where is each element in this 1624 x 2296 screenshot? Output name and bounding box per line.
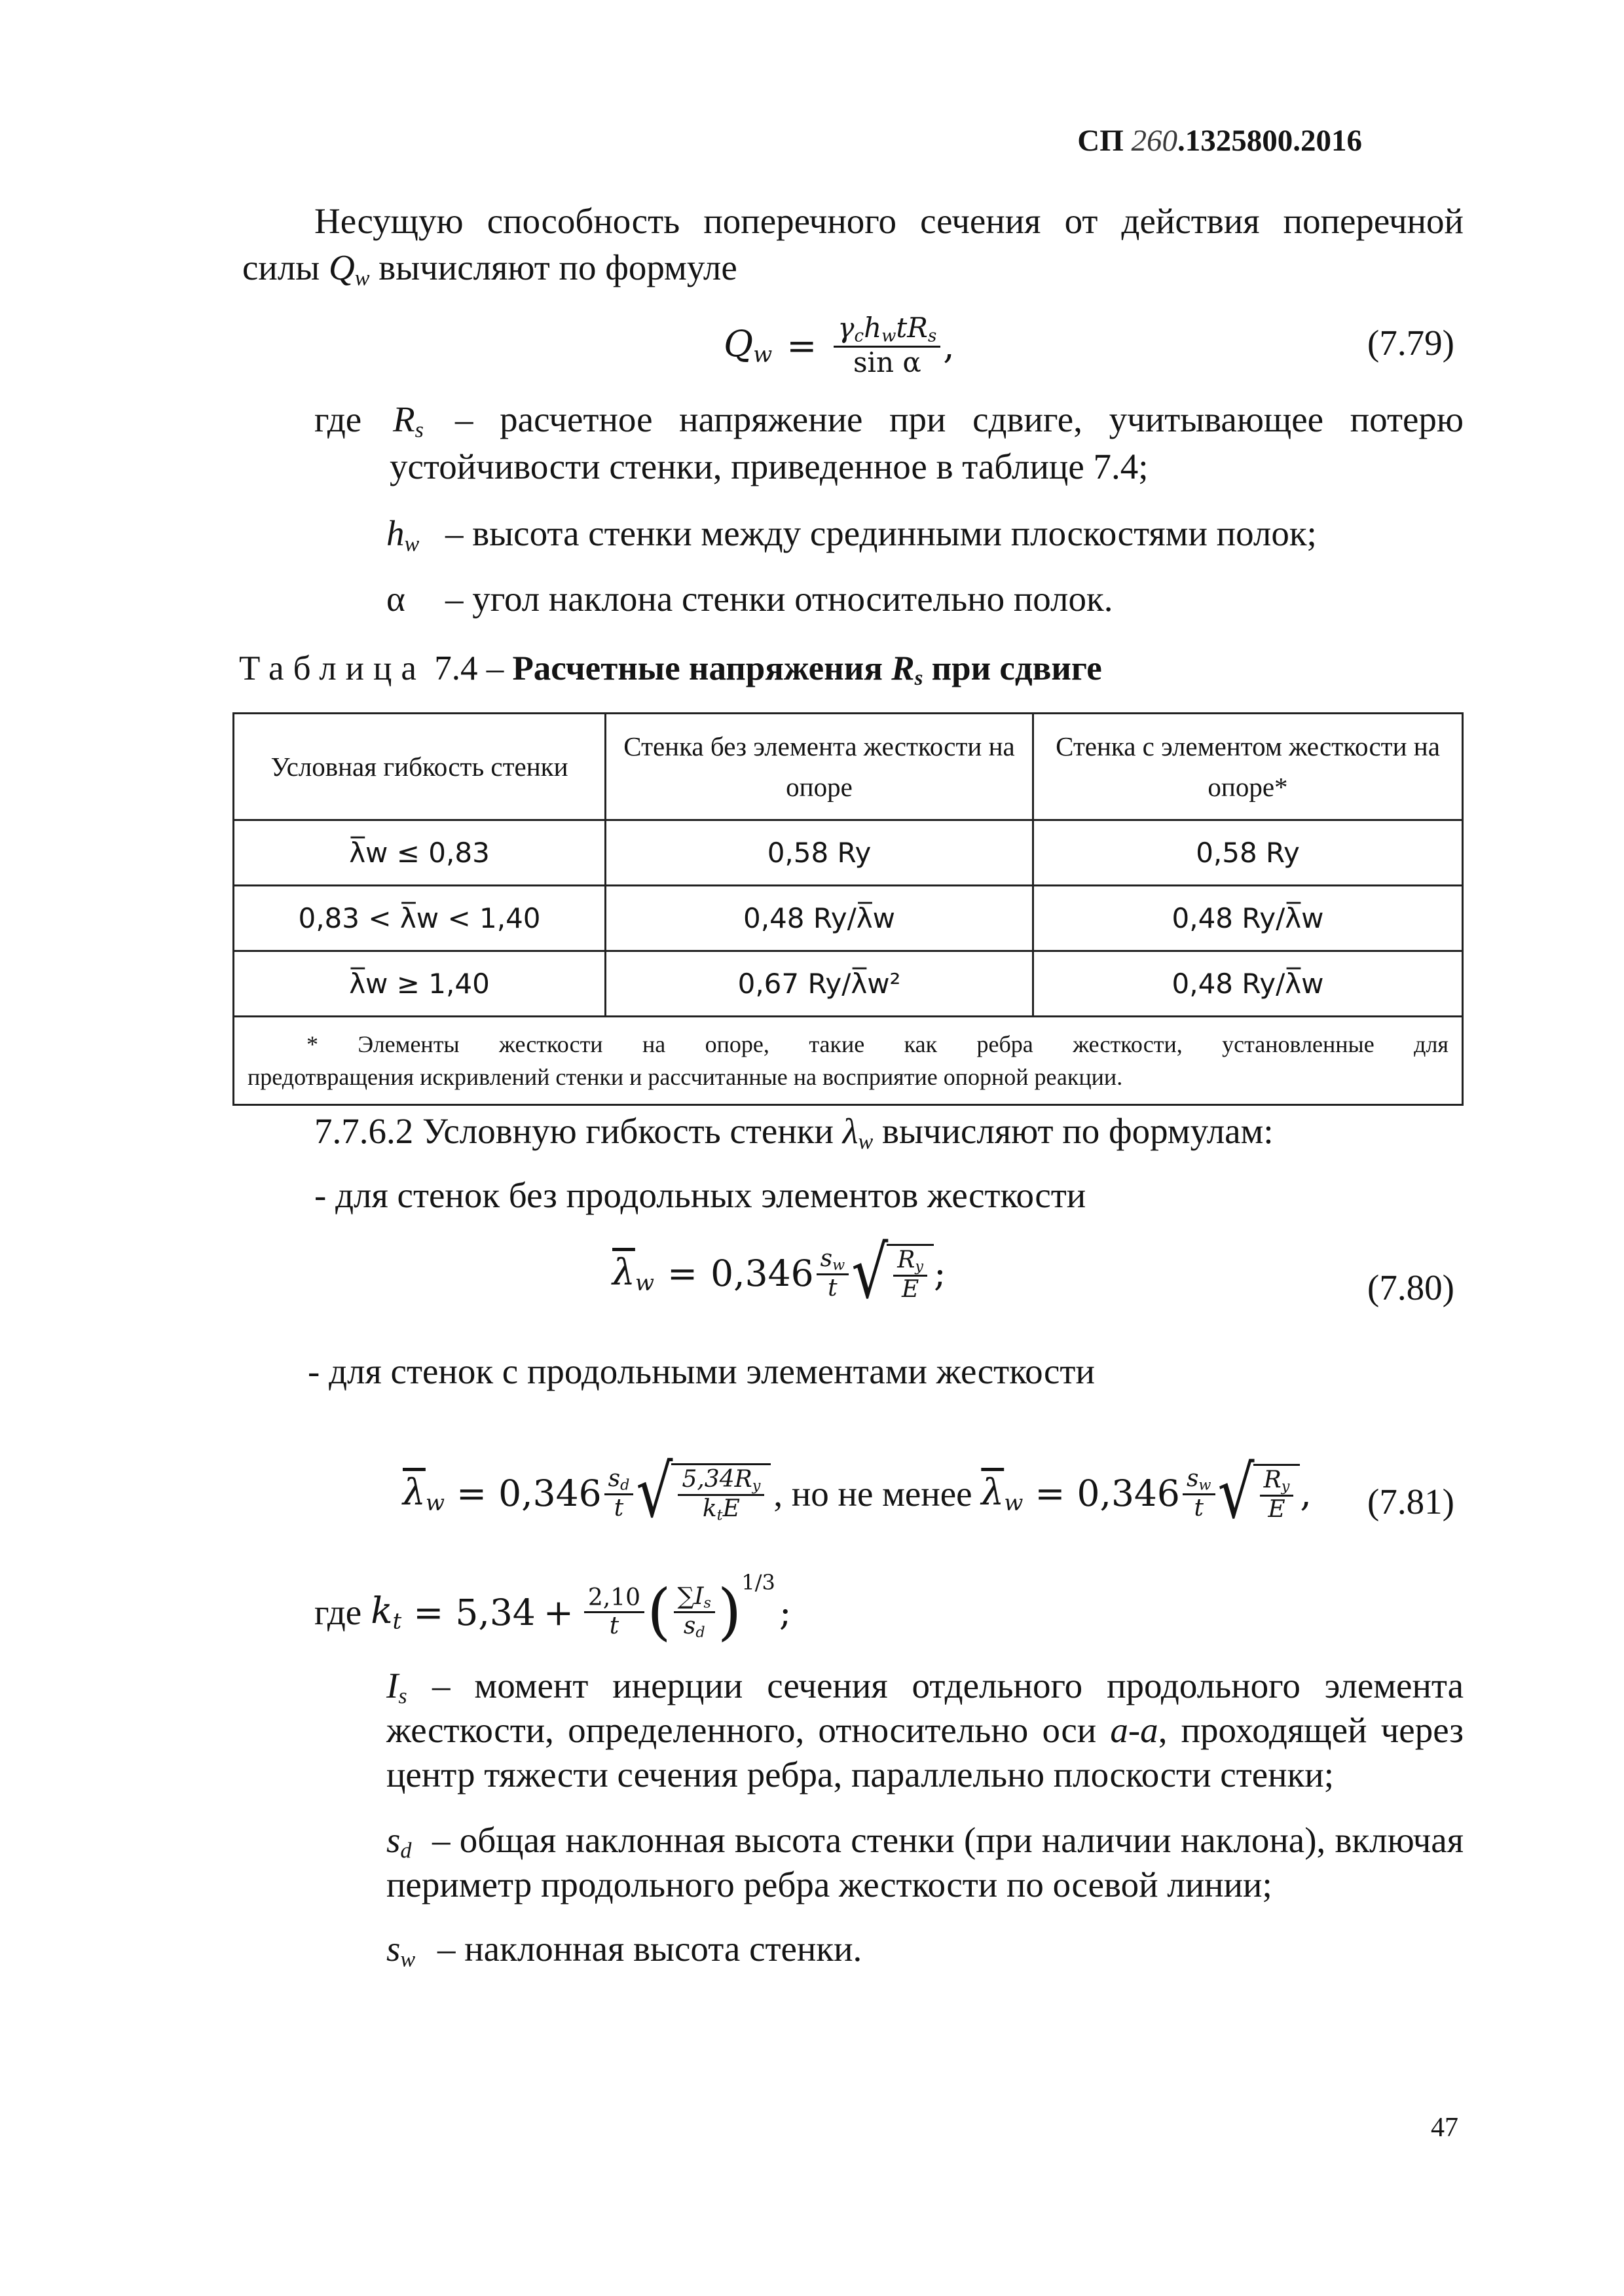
subscript: w (753, 341, 773, 368)
lambda-bar-w: $\overline{\lambda}_w$ (612, 1250, 655, 1296)
variable: R (891, 649, 915, 687)
table-header-cell: Условная гибкость стенки (234, 714, 606, 820)
subscript: s (398, 1684, 407, 1709)
document-code (1077, 123, 1362, 158)
where-label: где (314, 1592, 362, 1632)
variable: s (386, 1929, 401, 1969)
where-label: где (314, 399, 362, 439)
caption-title: при сдвиге (931, 649, 1102, 687)
middle-text: но не менее (791, 1473, 972, 1514)
hw-symbol (386, 512, 419, 566)
table-footnote (234, 1017, 1463, 1105)
definition-text: жесткости, определенного, относительно оси (386, 1710, 1097, 1750)
coefficient: 0,346 (1077, 1472, 1180, 1515)
square-root: √ $\frac{5,34R_y}{k_tE}$ (636, 1463, 771, 1523)
definition-line: – наклонная высота стенки. (437, 1929, 862, 1969)
doc-suffix: .1325800.2016 (1177, 124, 1362, 158)
sw-symbol (386, 1927, 415, 1982)
table-header-cell: Стенка без элемента жесткости на опоре (606, 714, 1033, 820)
equation-number: (7.79) (1367, 323, 1454, 363)
paragraph-text: вычисляют по формулам: (882, 1111, 1274, 1151)
table-cell: 0,67 Ry/λ̅w² (606, 951, 1033, 1017)
paragraph-text: Несущую способность поперечного сечения от действия поперечной (314, 201, 1464, 241)
footnote-line: * Элементы жесткости на опоре, такие как ребра жесткости, установленные для (306, 1031, 1449, 1057)
numerator: 2,10 (584, 1585, 644, 1613)
paragraph-line (242, 246, 737, 301)
lambda-bar-w: $\overline{\lambda}_w$ (981, 1470, 1024, 1516)
table-header-row (234, 714, 1463, 820)
denominator: t (609, 1613, 619, 1639)
section-7-7-6-2 (314, 1110, 1274, 1164)
subscript: w (400, 1947, 416, 1972)
denominator: t (614, 1494, 624, 1522)
table-caption (239, 647, 1102, 700)
variable: λ (842, 1111, 858, 1151)
caption-prefix: Таблица (239, 649, 426, 687)
variable: Q (724, 323, 754, 365)
subscript: d (400, 1838, 412, 1863)
equation-number: (7.81) (1367, 1482, 1454, 1522)
comma: , (943, 324, 955, 367)
paragraph-text: вычисляют по формуле (378, 247, 737, 287)
denominator: t (1194, 1494, 1204, 1522)
table-cell: λ̅w ≥ 1,40 (234, 951, 606, 1017)
subscript: s (914, 666, 923, 691)
rs-symbol (393, 398, 424, 452)
kt-symbol: $k_t$ (371, 1590, 402, 1635)
equals-sign: = (667, 1252, 698, 1294)
paragraph-text: силы (242, 247, 320, 287)
variable: R (393, 399, 415, 439)
definition-line (386, 1709, 1464, 1752)
definition-line: периметр продольного ребра жесткости по осевой линии; (386, 1865, 1272, 1904)
table-cell: 0,83 < λ̅w < 1,40 (234, 886, 606, 951)
case-1-label: - для стенок без продольных элементов жесткости (314, 1175, 1086, 1215)
caption-number: 7.4 – (434, 649, 504, 687)
coefficient: 0,346 (498, 1472, 602, 1515)
subscript: w (354, 266, 370, 291)
table-cell: 0,48 Ry/λ̅w (606, 886, 1033, 951)
fraction (584, 1585, 644, 1639)
table-cell: 0,58 Ry (1033, 820, 1463, 886)
definition-line: – общая наклонная высота стенки (при наличии наклона), включая (432, 1820, 1464, 1860)
fraction: $\frac{s_w}{t}$ (1183, 1466, 1215, 1522)
denominator: E (1268, 1496, 1285, 1523)
variable: s (386, 1820, 401, 1860)
caption-title: Расчетные напряжения (512, 649, 883, 687)
denominator: t (828, 1274, 838, 1302)
table-row (234, 951, 1463, 1017)
square-root: √ $\frac{R_y}{E}$ (851, 1244, 934, 1303)
variable: I (386, 1666, 399, 1705)
definition-line: устойчивости стенки, приведенное в таблице 7.4; (390, 446, 1149, 486)
page-number: 47 (1431, 2113, 1458, 2143)
subscript: w (858, 1129, 874, 1154)
shear-stress-table (232, 712, 1464, 1106)
case-2-label: - для стенок с продольными элементами жесткости (308, 1351, 1095, 1391)
coefficient: 0,346 (710, 1252, 814, 1294)
constant: 5,34 (455, 1591, 536, 1633)
variable: Q (329, 247, 355, 287)
fraction: $\frac{s_w}{t}$ (817, 1246, 849, 1302)
definition-line: – момент инерции сечения отдельного продольного элемента (432, 1666, 1464, 1705)
exponent: 1/3 (741, 1570, 775, 1595)
equals-sign: = (786, 324, 817, 367)
equation-number: (7.80) (1367, 1267, 1454, 1307)
lambda-bar-w: $\overline{\lambda}_w$ (403, 1470, 445, 1516)
table-cell: 0,48 Ry/λ̅w (1033, 886, 1463, 951)
eq-lhs (724, 323, 772, 368)
fraction: $\frac{\sum I_s}{s_d}$ (674, 1584, 715, 1641)
footnote-line: предотвращения искривлений стенки и рассчитанные на восприятие опорной реакции. (248, 1064, 1123, 1090)
table-cell: λ̅w ≤ 0,83 (234, 820, 606, 886)
definition-line: – расчетное напряжение при сдвиге, учитывающее потерю (455, 399, 1464, 439)
equation-7-80: $\overline{\lambda}_w$ = 0,346 $\frac{s_w}{t}$ √ $\frac{R_y}{E}$ ; (612, 1230, 946, 1315)
table-row (234, 820, 1463, 886)
definition-line: центр тяжести сечения ребра, параллельно плоскости стенки; (386, 1755, 1335, 1795)
paragraph-text: 7.7.6.2 Условную гибкость стенки (314, 1111, 834, 1151)
doc-prefix: СП (1077, 124, 1124, 158)
table-cell: 0,58 Ry (606, 820, 1033, 886)
numerator: $\gamma_ch_wtR_s$ (834, 313, 940, 348)
table-row (234, 886, 1463, 951)
alpha-symbol: α (386, 579, 405, 619)
equation-7-79 (724, 313, 955, 378)
definition-text: , проходящей через (1158, 1710, 1464, 1750)
definition-line: – угол наклона стенки относительно полок. (445, 579, 1113, 619)
paragraph-line (314, 200, 1464, 243)
variable: h (386, 513, 405, 553)
denominator: sin α (853, 346, 921, 379)
denominator: E (901, 1276, 919, 1303)
kt-formula: где $k_t$ = 5,34 + $\frac{2,10}{t}$ ( $\frac{\sum I_s}{s_d}$ ) 1/3 ; (314, 1570, 792, 1648)
equation-7-81: $\overline{\lambda}_w$ = 0,346 $\frac{s_d}{t}$ √ $\frac{5,34R_y}{k_tE}$ , но не менее $\overline{\lambda}_w$ = 0,346 $\frac{s_w}{t}$ √ $\frac{R_y}{E}$ , (403, 1449, 1312, 1535)
fraction: $\frac{s_d}{t}$ (604, 1466, 634, 1522)
subscript: s (415, 418, 424, 443)
table-header-cell: Стенка с элементом жесткости на опоре* (1033, 714, 1463, 820)
handwritten-number: 260 (1131, 124, 1177, 158)
table-cell: 0,48 Ry/λ̅w (1033, 951, 1463, 1017)
fraction (834, 313, 940, 378)
subscript: w (404, 532, 420, 556)
square-root: √ $\frac{R_y}{E}$ (1218, 1464, 1301, 1523)
definition-line: – высота стенки между срединными плоскостями полок; (445, 513, 1317, 553)
table-footnote-row (234, 1017, 1463, 1105)
axis-label: a-a (1110, 1710, 1158, 1750)
